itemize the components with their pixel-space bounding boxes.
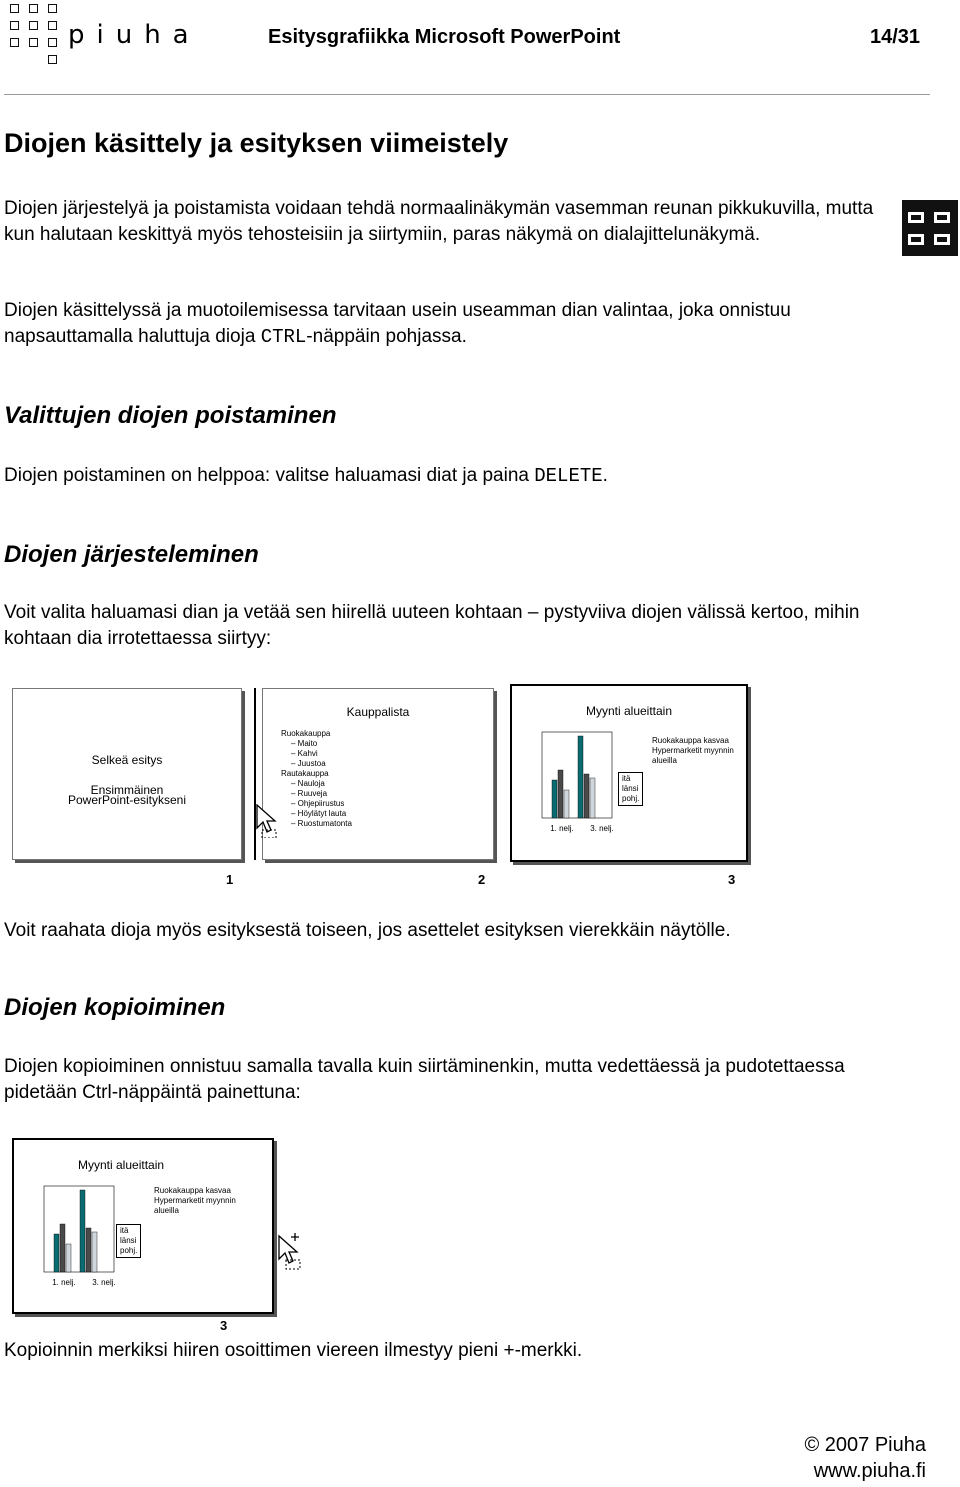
slide-number-1: 1: [226, 872, 234, 887]
slide-number-2: 2: [478, 872, 486, 887]
delete-key: DELETE: [534, 465, 603, 487]
slide-2-title: Kauppalista: [346, 705, 410, 719]
copy-slide-legend: itä länsi pohj.: [116, 1224, 141, 1258]
ctrl-key: CTRL: [260, 326, 307, 348]
logo-grid-icon: [10, 4, 58, 66]
copy-slide-chart: [38, 1184, 118, 1284]
slide-1-subtitle: Ensimmäinen PowerPoint-esitykseni: [67, 783, 187, 807]
intro-paragraph-1: Diojen järjestelyä ja poistamista voidaan tehdä normaalinäkymän vasemman reunan pikkukuvilla, mutta kun halutaan keskittyä myös tehosteisiin ja siirtymiin, paras näkymä on dialajittelunäkymä.: [4, 198, 874, 245]
slide-2-bullets: Ruokakauppa – Maito – Kahvi – Juustoa Rautakauppa – Nauloja – Ruuveja – Ohjepiirustus – Höylätyt lauta – Ruostumatonta: [281, 729, 352, 828]
copy-slide-bullets: Ruokakauppa kasvaa Hypermarketit myynnin alueilla: [154, 1186, 236, 1215]
copy-pointer-icon: [278, 1232, 304, 1270]
section-title-arrange: Diojen järjesteleminen: [4, 541, 259, 568]
slide-1-title: Selkeä esitys: [91, 753, 163, 767]
footer-url[interactable]: www.piuha.fi: [813, 1460, 926, 1482]
slide-3-legend: itä länsi pohj.: [618, 772, 643, 806]
slide-3-bullets: Ruokakauppa kasvaa Hypermarketit myynnin alueilla: [652, 736, 734, 765]
copy-slide-title: Myynti alueittain: [78, 1158, 165, 1172]
header-divider: [4, 94, 930, 95]
copy-paragraph: Diojen kopioiminen onnistuu samalla tavalla kuin siirtäminenkin, mutta vedettäessä ja pudotettaessa pidetään Ctrl-näppäintä painettuna:: [4, 1056, 845, 1103]
slide-3-title: Myynti alueittain: [585, 704, 673, 718]
document-title: Esitysgrafiikka Microsoft PowerPoint: [268, 26, 621, 48]
arrange-paragraph: Voit valita haluamasi dian ja vetää sen hiirellä uuteen kohtaan – pystyviiva diojen välissä kertoo, mihin kohtaan dia irrotettaessa siirtyy:: [4, 602, 860, 649]
copy-slide-thumbnail[interactable]: [12, 1138, 274, 1314]
page-number: 14/31: [870, 26, 921, 48]
slide-3-chart: [536, 730, 616, 830]
copy-slide-number: 3: [220, 1318, 228, 1333]
footer-copyright: © 2007 Piuha: [804, 1434, 926, 1456]
slide-3-xlabels: 1. nelj. 3. nelj.: [550, 824, 614, 833]
page-heading: Diojen käsittely ja esityksen viimeistely: [4, 128, 509, 158]
section-title-copy: Diojen kopioiminen: [4, 994, 226, 1021]
copy-after-paragraph: Kopioinnin merkiksi hiiren osoittimen viereen ilmestyy pieni +-merkki.: [4, 1340, 583, 1361]
slide-number-3: 3: [728, 872, 736, 887]
slide-thumbnail-2[interactable]: [262, 688, 494, 860]
brand-logo: piuha: [68, 20, 201, 50]
slide-thumbnail-1[interactable]: [12, 688, 242, 860]
intro-paragraph-2: Diojen käsittelyssä ja muotoilemisessa tarvitaan usein useamman dian valintaa, joka onnistuu napsauttamalla haluttuja dioja CTRL-näppäin pohjassa.: [4, 300, 791, 348]
section-title-delete: Valittujen diojen poistaminen: [4, 402, 337, 429]
copy-slide-xlabels: 1. nelj. 3. nelj.: [52, 1278, 116, 1287]
delete-paragraph: Diojen poistaminen on helppoa: valitse haluamasi diat ja paina DELETE.: [4, 465, 608, 487]
slide-sorter-icon: [902, 200, 958, 256]
arrange-after-paragraph: Voit raahata dioja myös esityksestä toiseen, jos asettelet esityksen vierekkäin näytölle.: [4, 920, 731, 941]
mouse-pointer-icon: [256, 804, 278, 838]
slide-thumbnail-3[interactable]: [510, 684, 748, 862]
